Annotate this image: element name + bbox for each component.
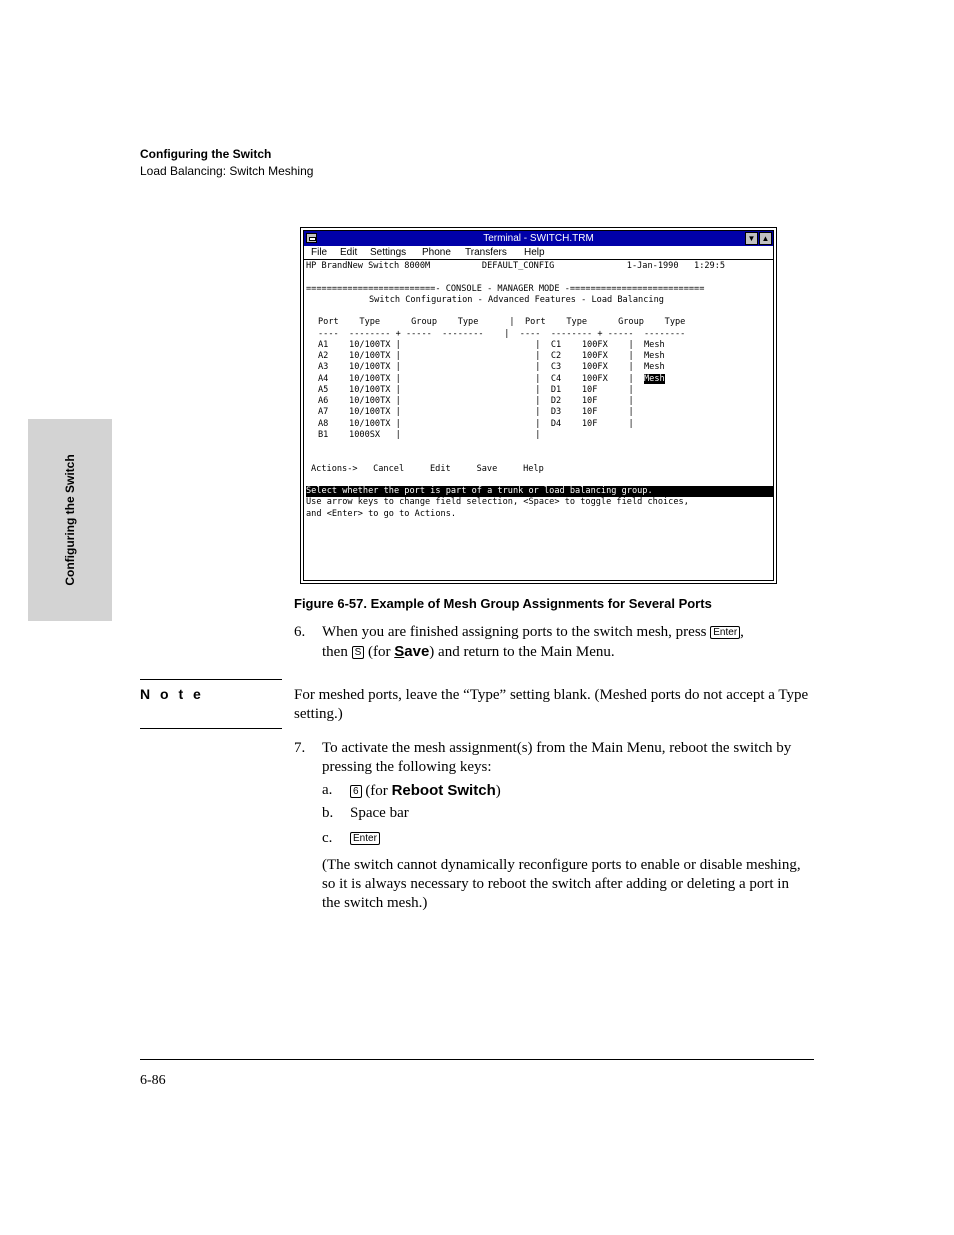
save-rest: ave [404,643,430,660]
substep-a [350,781,501,801]
group-field[interactable]: Mesh [643,362,665,373]
step-7-text: To activate the mesh assignment(s) from the Main Menu, reboot the switch by pressing the following keys: [322,740,792,775]
screen-title: Switch Configuration - Advanced Features - Load Balancing [369,294,664,305]
step-6-number: 6. [294,624,306,640]
terminal-screen [306,261,773,580]
actions-line[interactable]: Actions-> Cancel Edit Save Help [311,463,544,474]
port-row: B1 1000SX | | [318,429,541,440]
help-line-2: Use arrow keys to change field selection, <Space> to toggle field choices, [306,497,689,508]
step-6-text-b: , [740,624,744,640]
page-number: 6-86 [140,1073,166,1088]
port-row: A5 10/100TX | | D1 10F | [318,384,644,395]
menu-settings[interactable]: Settings [370,247,407,258]
terminal-title: Terminal - SWITCH.TRM [483,233,594,244]
footer-rule [140,1059,814,1060]
menu-file[interactable]: File [311,247,328,258]
subsection-title: Load Balancing: Switch Meshing [140,164,314,178]
port-row: A1 10/100TX | | C1 100FX | Mesh [318,339,665,350]
column-headers: Port Type Group Type | Port Type Group Type [318,317,686,328]
note-top-rule [140,679,282,680]
port-row: A6 10/100TX | | D2 10F | [318,396,644,406]
port-row: A2 10/100TX | | C2 100FX | Mesh [318,351,665,361]
terminal-titlebar [304,231,773,246]
reboot-explanation: (The switch cannot dynamically reconfigure ports to enable or disable meshing, so it is always necessary to reboot the switch after adding or deleting a port in the switch mesh.) [322,857,801,911]
substep-b-text: Space bar [350,805,409,821]
menu-transfers[interactable]: Transfers [465,247,507,258]
group-field[interactable]: Mesh [643,373,665,384]
section-title: Configuring the Switch [140,147,272,161]
port-row: A7 10/100TX | | D3 10F | [318,407,644,418]
port-row: A4 10/100TX | | C4 100FX | Mesh [318,373,665,384]
menu-edit[interactable]: Edit [340,247,358,258]
substep-a-text-2: ) [495,783,501,799]
substep-c [350,829,380,848]
step-6-text-e: ) and return to the Main Menu. [429,644,615,660]
menu-help[interactable]: Help [524,247,545,258]
port-table [306,340,773,441]
mode-line: =========================- CONSOLE - MANAGER MODE -========================== [306,283,705,294]
minimize-icon[interactable]: ▼ [745,232,758,245]
note-text: For meshed ports, leave the “Type” setting blank. (Meshed ports do not accept a Type setting.) [294,687,809,722]
save-underlined-letter: S [394,643,405,660]
system-menu-icon[interactable] [306,233,317,243]
side-tab-label: Configuring the Switch [63,454,77,586]
note-bottom-rule [140,728,282,729]
terminal-menubar [304,246,773,260]
side-tab [28,419,112,621]
substep-a-text-1: (for [361,783,392,799]
group-field[interactable]: Mesh [643,339,665,350]
group-field[interactable]: Mesh [643,351,665,361]
menu-phone[interactable]: Phone [422,247,451,258]
column-rules: ---- -------- + ----- -------- | ---- -------- + ----- -------- [318,328,686,339]
step-6-text-c: then [322,644,352,660]
substep-a-label: a. [322,782,333,798]
six-key: 6 [350,785,362,798]
help-line-3: and <Enter> to go to Actions. [306,508,457,519]
enter-key: Enter [710,626,740,639]
step-6-text-a: When you are finished assigning ports to the switch mesh, press [322,624,711,640]
substep-c-label: c. [322,830,333,846]
maximize-icon[interactable]: ▲ [759,232,772,245]
step-7-number: 7. [294,740,306,756]
status-line: HP BrandNew Switch 8000M DEFAULT_CONFIG 1-Jan-1990 1:29:5 [306,261,726,271]
substep-b-label: b. [322,805,334,821]
port-row: A3 10/100TX | | C3 100FX | Mesh [318,362,665,373]
step-6-text [322,623,814,662]
figure-caption: Figure 6-57. Example of Mesh Group Assignments for Several Ports [294,596,712,611]
step-6-text-d: (for [364,644,395,660]
help-highlight-line: Select whether the port is part of a trunk or load balancing group. [306,486,773,497]
reboot-switch-label: Reboot Switch [391,782,496,799]
terminal-window [300,227,777,584]
enter-key-c: Enter [350,832,380,845]
port-row: A8 10/100TX | | D4 10F | [318,418,644,429]
note-label: N o t e [140,686,204,702]
s-key: S [352,646,365,659]
